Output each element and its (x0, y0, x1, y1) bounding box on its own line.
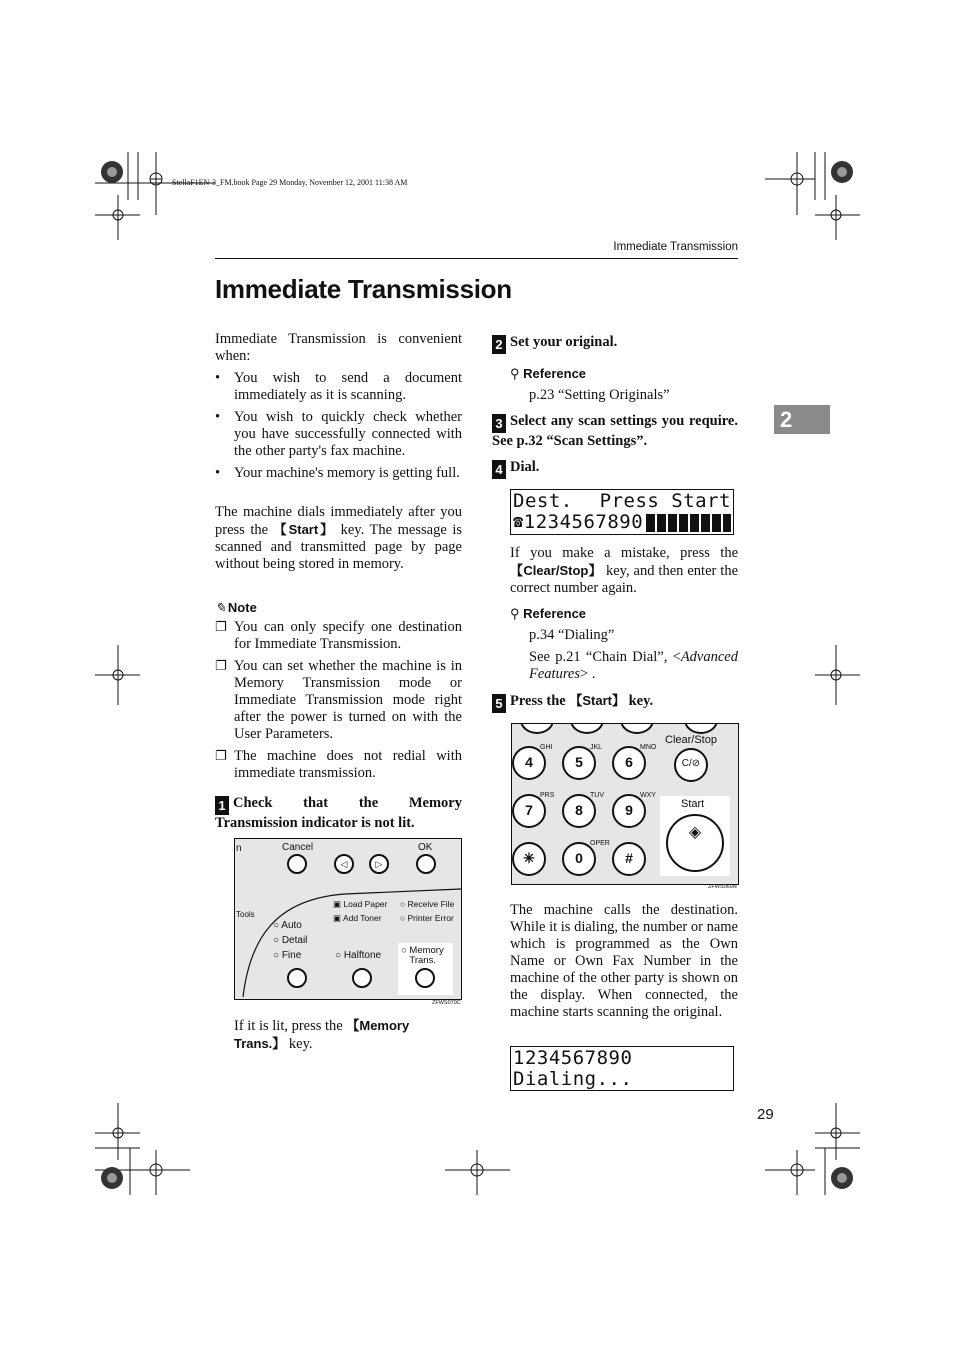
left-arrow-button[interactable]: ◁ (334, 854, 354, 874)
reference-link-chain-dial[interactable]: See p.21 “Chain Dial”, <Advanced Features> . (529, 649, 738, 682)
intro-lead: Immediate Transmission is convenient when: (215, 331, 462, 364)
lcd-dialing-line1: 1234567890 (513, 1047, 633, 1069)
start-key-area (660, 796, 730, 876)
right-arrow-button[interactable]: ▷ (369, 854, 389, 874)
lcd-line1-left: Dest. (513, 490, 573, 512)
magnifier-icon: ⚲ (510, 606, 520, 621)
chapter-tab: 2 (774, 405, 830, 434)
header-rule (215, 258, 738, 259)
telephone-icon: ☎ (513, 512, 524, 532)
cancel-button[interactable] (287, 854, 307, 874)
step-2: 2 Set your original. (492, 334, 738, 354)
running-title: Immediate Transmission (613, 241, 738, 253)
start-key-ref: 【Start】 (273, 522, 336, 537)
list-item: • You wish to send a document immediately as it is scanning. (215, 370, 462, 403)
key-letters: MNO (640, 744, 657, 751)
reference-heading-2: ⚲ Reference (510, 606, 587, 621)
step-number: 4 (492, 460, 506, 479)
lcd-line2: 1234567890 (523, 511, 644, 533)
key-letters: JKL (590, 744, 603, 751)
list-item: • You wish to quickly check whether you have successfully connected with the other party's fax machine. (215, 409, 462, 459)
step-number: 1 (215, 796, 229, 815)
checkbox-icon: ❐ (215, 620, 227, 635)
step-number: 5 (492, 694, 506, 713)
detail-indicator: ○ Detail (273, 935, 308, 946)
auto-indicator: ○ Auto (273, 920, 302, 931)
page-title: Immediate Transmission (215, 274, 512, 304)
step-5: 5 Press the 【Start】 key. (492, 692, 738, 713)
key-letters: OPER (590, 840, 610, 847)
lcd-fill-blocks (646, 514, 731, 532)
halftone-indicator: ○ Halftone (335, 950, 382, 961)
pencil-icon: ✎ (215, 600, 226, 615)
figure-code-2: ZFWS060N (708, 884, 737, 890)
key-1-partial (520, 723, 554, 734)
checkbox-icon: ❐ (215, 659, 227, 674)
paper-icon: ▣ (333, 899, 344, 909)
lcd-display-dest (510, 489, 734, 535)
key-4[interactable]: 4 (512, 746, 546, 780)
lcd-display-dialing (510, 1046, 734, 1091)
list-item: ❐ You can only specify one destination for Immediate Transmission. (215, 619, 462, 652)
step-number: 2 (492, 335, 506, 354)
key-letters: GHI (540, 744, 553, 751)
memory-trans-key-ref: 【Memory Trans.】 (234, 1018, 410, 1051)
receive-file-indicator: ○ Receive File (400, 899, 455, 909)
file-info: StellaF1EN-3_FM.book Page 29 Monday, November 12, 2001 11:38 AM (172, 178, 408, 187)
key-3-partial (620, 723, 654, 734)
lcd-line1-right: Press Start (599, 490, 731, 512)
note-list (215, 619, 462, 782)
list-item: ❐ The machine does not redial with immediate transmission. (215, 748, 462, 781)
halftone-button[interactable] (352, 968, 372, 988)
key-5[interactable]: 5 (562, 746, 596, 780)
toner-icon: ▣ (333, 913, 343, 923)
label-start: Start (681, 798, 705, 810)
intro-paragraph: The machine dials immediately after you press the 【Start】 key. The message is scanned and transmitted page by page without being stored in memory. (215, 504, 462, 572)
start-key-ref-2: 【Start】 (569, 693, 625, 708)
start-diamond-icon: ◈ (688, 824, 702, 841)
note-heading: ✎ Note (215, 600, 257, 615)
label-n: n (236, 843, 242, 854)
key-6[interactable]: 6 (612, 746, 646, 780)
list-item: • Your machine's memory is getting full. (215, 465, 460, 481)
add-toner-indicator: ▣ Add Toner (333, 913, 382, 923)
list-item: ❐ You can set whether the machine is in Memory Transmission mode or Immediate Transmission mode right after the power is turned on with the User Parameters. (215, 658, 462, 742)
intro-bullets (215, 370, 462, 482)
magnifier-icon: ⚲ (510, 366, 520, 381)
step5-after: The machine calls the destination. While it is dialing, the number or name which is programmed as the Own Name or Own Fax Number in the machine of the other party is shown on the display. When connected, the machine starts scanning the original. (510, 902, 738, 1020)
reference-link[interactable]: p.23 “Setting Originals” (529, 387, 670, 403)
label-cancel: Cancel (282, 842, 314, 853)
key-letters: TUV (590, 792, 604, 799)
lcd-dialing-line2: Dialing... (513, 1068, 633, 1090)
step4-after: If you make a mistake, press the 【Clear/Stop】 key, and then enter the correct number again. (510, 545, 739, 596)
label-clear-stop: Clear/Stop (665, 734, 717, 746)
reference-link-dialing[interactable]: p.34 “Dialing” (529, 627, 615, 643)
resolution-button[interactable] (287, 968, 307, 988)
memory-trans-indicator: ○ Memory Trans. (401, 945, 444, 966)
step-number: 3 (492, 414, 506, 433)
label-ok: OK (418, 842, 433, 853)
key-letters: WXY (640, 792, 656, 799)
memory-trans-button[interactable] (415, 968, 435, 988)
key-hash[interactable]: # (612, 842, 646, 876)
ok-button[interactable] (416, 854, 436, 874)
label-tools: Tools (236, 910, 255, 919)
reference-heading: ⚲ Reference (510, 366, 587, 381)
figure-code-1: ZFWS070C (432, 1000, 461, 1006)
key-letters: PRS (540, 792, 555, 799)
key-top-partial (684, 723, 718, 734)
operation-panel-illustration (234, 838, 462, 1000)
step-4: 4 Dial. (492, 459, 738, 479)
printer-error-indicator: ○ Printer Error (400, 913, 454, 923)
start-button[interactable] (666, 814, 724, 872)
clear-stop-key-ref: 【Clear/Stop】 (510, 563, 603, 578)
step1-after: If it is lit, press the 【Memory Trans.】 key. (234, 1018, 410, 1052)
keypad-illustration (511, 723, 739, 885)
step-1: 1 Check that the Memory Transmission indicator is not lit. (215, 795, 462, 831)
load-paper-indicator: ▣ Load Paper (333, 899, 388, 909)
checkbox-icon: ❐ (215, 749, 227, 764)
key-0[interactable]: 0 (562, 842, 596, 876)
key-2-partial (570, 723, 604, 734)
key-8[interactable]: 8 (562, 794, 596, 828)
page-number: 29 (757, 1106, 774, 1123)
clear-stop-button[interactable]: C/⊘ (674, 748, 708, 782)
fine-indicator: ○ Fine (273, 950, 302, 961)
step-3: 3 Select any scan settings you require. See p.32 “Scan Settings”. (492, 413, 738, 449)
key-asterisk[interactable]: ✳ (512, 842, 546, 876)
key-9[interactable]: 9 (612, 794, 646, 828)
key-7[interactable]: 7 (512, 794, 546, 828)
